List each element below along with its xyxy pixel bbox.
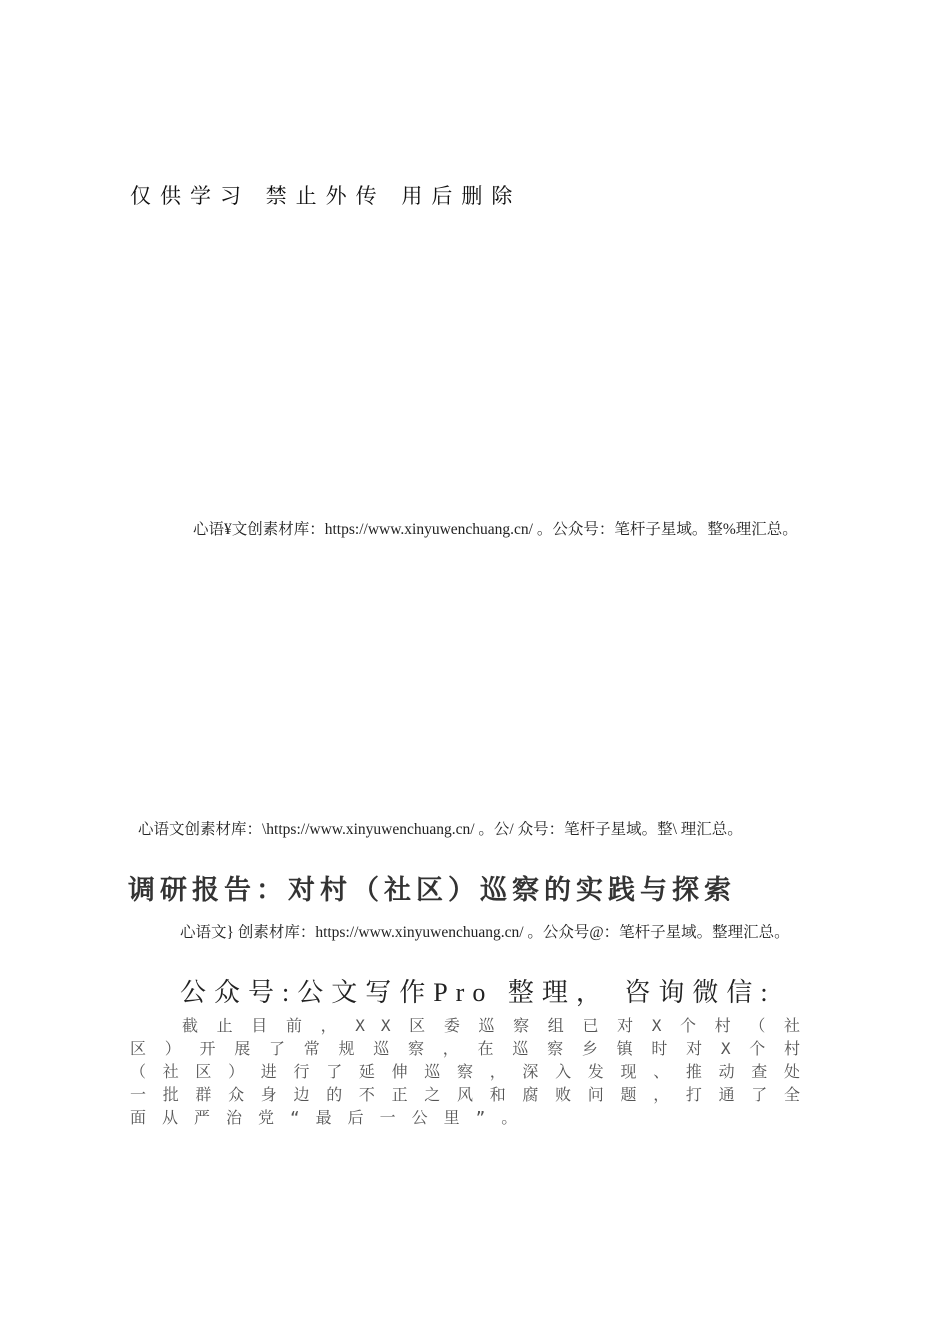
source-line-2: 心语文创素材库：\https://www.xinyuwenchuang.cn/ 。公/ 众号：笔杆子星域。整\ 理汇总。 — [138, 821, 743, 838]
document-title: 调研报告：对村（社区）巡察的实践与探索 — [128, 875, 736, 906]
body-paragraph: 截止目前，XX区委巡察组已对X个村（社区）开展了常规巡察，在巡察乡镇时对X个村（社区）进行了延伸巡察，深入发现、推动查处一批群众身边的不正之风和腐败问题，打通了全面从严治党“最后一公里”。 — [130, 1016, 816, 1127]
watermark-notice: 仅供学习 禁止外传 用后删除 — [130, 184, 522, 208]
source-line-3: 心语文} 创素材库：https://www.xinyuwenchuang.cn/ 。公众号@：笔杆子星域。整理汇总。 — [180, 924, 790, 941]
source-line-1: 心语¥文创素材库：https://www.xinyuwenchuang.cn/ 。公众号：笔杆子星域。整%理汇总。 — [193, 521, 798, 538]
document-subtitle: 公众号:公文写作Pro 整理， 咨询微信: — [180, 978, 776, 1007]
